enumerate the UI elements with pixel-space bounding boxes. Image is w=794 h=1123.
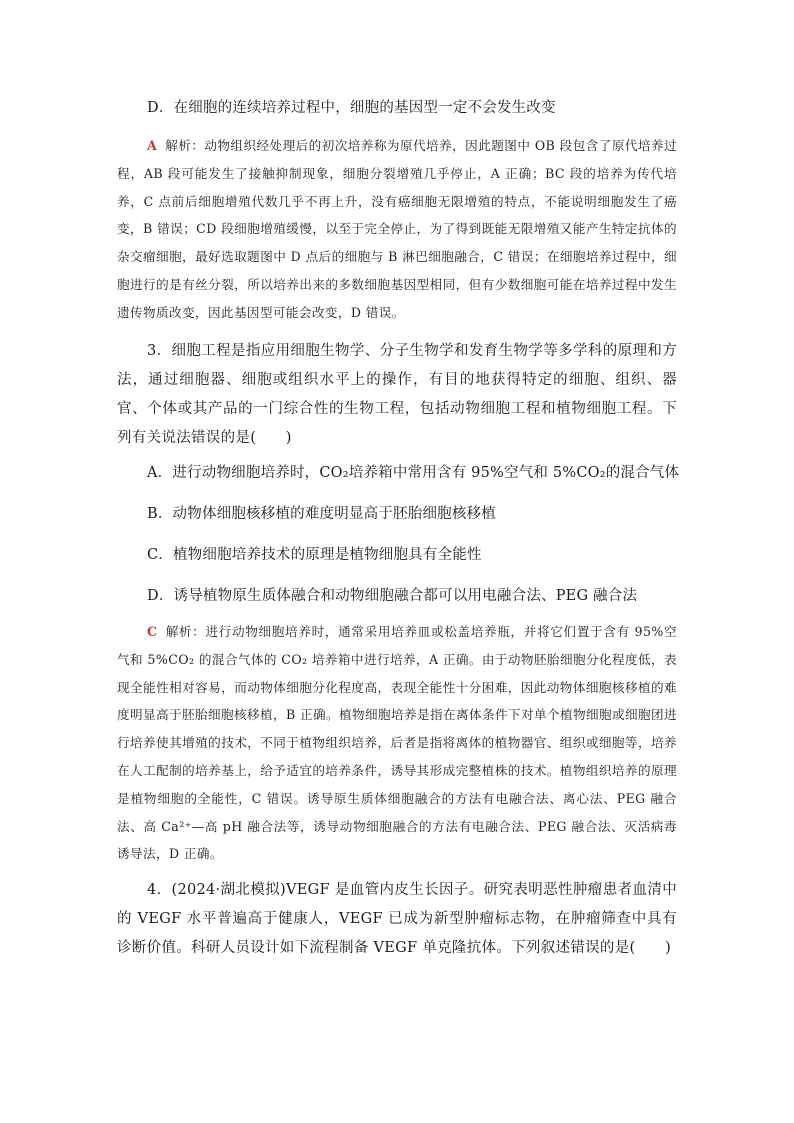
q3-option-a: A．进行动物细胞培养时，CO₂培养箱中常用含有 95%空气和 5%CO₂的混合气体 xyxy=(147,465,680,481)
q4-stem-text: 4．(2024·湖北模拟)VEGF 是血管内皮生长因子。研究表明恶性肿瘤患者血清中的 VEGF 水平普遍高于健康人，VEGF 已成为新型肿瘤标志物，在肿瘤筛查中具有诊断价值。科研人员设计如下流程制备 VEGF 单克隆抗体。下列叙述错误的是( ) xyxy=(117,882,677,956)
q2-option-d: D．在细胞的连续培养过程中，细胞的基因型一定不会发生改变 xyxy=(147,100,556,116)
q3-option-c: C．植物细胞培养技术的原理是植物细胞具有全能性 xyxy=(147,547,482,563)
q3-explanation-block xyxy=(117,618,677,868)
q2-answer: A xyxy=(147,138,158,153)
q4-stem xyxy=(117,876,677,963)
q2-explanation: 解析：动物组织经处理后的初次培养称为原代培养，因此题图中 OB 段包含了原代培养过程，AB 段可能发生了接触抑制现象，细胞分裂增殖几乎停止，A 正确；BC 段的培养为传代培养，C 点前后细胞增殖代数几乎不再上升，没有癌细胞无限增殖的特点，不能说明细胞发生了癌变，B 错误；CD 段细胞增殖缓慢，以至于完全停止，为了得到既能无限增殖又能产生特定抗体的杂交瘤细胞，最好选取题图中 D 点后的细胞与 B 淋巴细胞融合，C 错误；在细胞培养过程中，细胞进行的是有丝分裂，所以培养出来的多数细胞基因型相同，但有少数细胞可能在培养过程中发生遗传物质改变，因此基因型可能会改变，D 错误。 xyxy=(117,138,677,320)
q3-stem xyxy=(117,337,677,453)
q2-explanation-block xyxy=(117,132,677,327)
q3-option-b: B．动物体细胞核移植的难度明显高于胚胎细胞核移植 xyxy=(147,506,496,522)
q3-answer: C xyxy=(147,624,158,639)
q3-stem-text: 3．细胞工程是指应用细胞生物学、分子生物学和发育生物学等多学科的原理和方法，通过细胞器、细胞或组织水平上的操作，有目的地获得特定的细胞、组织、器官、个体或其产品的一门综合性的生物工程，包括动物细胞工程和植物细胞工程。下列有关说法错误的是( ) xyxy=(117,343,677,446)
q3-explanation: 解析：进行动物细胞培养时，通常采用培养皿或松盖培养瓶，并将它们置于含有 95%空气和 5%CO₂ 的混合气体的 CO₂ 培养箱中进行培养，A 正确。由于动物胚胎细胞分化程度低，表现全能性相对容易，而动物体细胞分化程度高，表现全能性十分困难，因此动物体细胞核移植的难度明显高于胚胎细胞核移植，B 正确。植物细胞培养是指在离体条件下对单个植物细胞或细胞团进行培养使其增殖的技术，不同于植物组织培养，后者是指将离体的植物器官、组织或细胞等，培养在人工配制的培养基上，给予适宜的培养条件，诱导其形成完整植株的技术。植物组织培养的原理是植物细胞的全能性，C 错误。诱导原生质体细胞融合的方法有电融合法、离心法、PEG 融合法、高 Ca²⁺—高 pH 融合法等，诱导动物细胞融合的方法有电融合法、PEG 融合法、灭活病毒诱导法，D 正确。 xyxy=(117,624,677,862)
q3-option-d: D．诱导植物原生质体融合和动物细胞融合都可以用电融合法、PEG 融合法 xyxy=(147,588,638,604)
